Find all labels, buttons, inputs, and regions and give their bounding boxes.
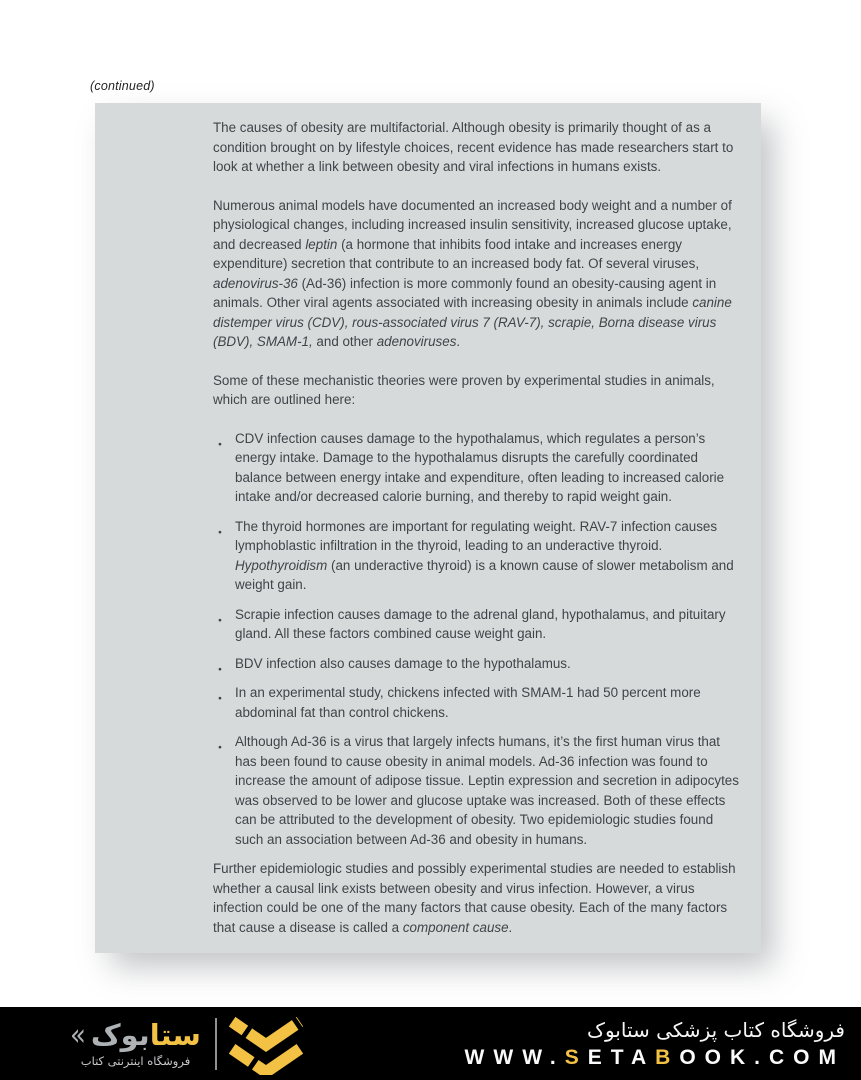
sidebar-paragraph: Some of these mechanistic theories were proven by experimental studies in animals, which are outlined here: [213,372,715,407]
bullet-item: ● Although Ad-36 is a virus that largely infects humans, it’s the first human virus that has been found to cause obesity in animal models. Ad-36 infection was found to increase the amount of adipose tissue. Leptin expression and secretion in adipocytes was observed to be lower and glucose uptake was increased. Both of these effects can be attributed to the development of obesity. Two epidemiologic studies found such an association between Ad-36 and obesity in humans. [213,732,745,849]
store-title: فروشگاه کتاب پزشکی ستابوک [587,1018,845,1042]
logo-text-block [70,1019,201,1068]
bullet-item: ● In an experimental study, chickens infected with SMAM-1 had 50 percent more abdominal fat than control chickens. [213,683,745,722]
sidebar-paragraph: The causes of obesity are multifactorial. Although obesity is primarily thought of as a condition brought on by lifestyle choices, recent evidence has made researchers start to look at whether a link between obesity and viral infections in humans exists. [213,120,734,174]
setabook-wordmark [91,1019,201,1052]
sidebar-paragraphs [213,118,745,410]
website-url: WWW.SETABOOK.COM [464,1046,845,1069]
continued-label: (continued) [90,79,155,93]
logo-wordmark-row [70,1019,201,1052]
footer-contact [465,1017,845,1070]
bullet-item: ● BDV infection also causes damage to the hypothalamus. [213,654,745,674]
logo-tagline: فروشگاه اینترنتی کتاب [80,1054,191,1069]
bullet-item: ● Scrapie infection causes damage to the adrenal gland, hypothalamus, and pituitary gland. All these factors combined cause weight gain. [213,605,745,644]
sidebar-paragraph: Numerous animal models have documented an increased body weight and a number of physiological changes, including increased insulin sensitivity, increased glucose uptake, and decreased leptin (a hormone that inhibits food intake and increases energy expenditure) secretion that contribute to an increased body fat. Of several viruses, adenovirus-36 (Ad-36) infection is more commonly found an obesity-causing agent in animals. Other viral agents associated with increasing obesity in animals include canine distemper virus (CDV), rous-associated virus 7 (RAV-7), scrapie, Borna disease virus (BDV), SMAM-1, and other adenoviruses. [213,197,732,349]
wordmark-left-part: بوک [90,1017,150,1052]
bullet-item: ● CDV infection causes damage to the hypothalamus, which regulates a person’s energy intake. Damage to the hypothalamus disrupts the carefully coordinated balance between energy intake and expenditure, often leading to increased calorie intake and/or decreased calorie burning, and thereby to rapid weight gain. [213,429,745,507]
closing-paragraph: Further epidemiologic studies and possibly experimental studies are needed to establish whether a causal link exists between obesity and virus infection. However, a virus infection could be one of the many factors that cause obesity. Each of the many factors that cause a disease is called a component cause. [213,861,736,935]
wordmark-right-part: ستا [149,1017,201,1052]
footer-band [0,1007,861,1080]
bullet-item: ● The thyroid hormones are important for regulating weight. RAV-7 infection causes lymphoblastic infiltration in the thyroid, leading to an underactive thyroid. Hypothyroidism (an underactive thyroid) is a known cause of slower metabolism and weight gain. [213,517,745,595]
bullet-list [213,429,745,850]
logo-divider [215,1018,217,1070]
chevron-badge-icon [229,1013,303,1075]
sidebar-box [95,103,761,953]
setabook-logo [70,1013,303,1075]
guillemets-icon: « [70,1018,86,1053]
